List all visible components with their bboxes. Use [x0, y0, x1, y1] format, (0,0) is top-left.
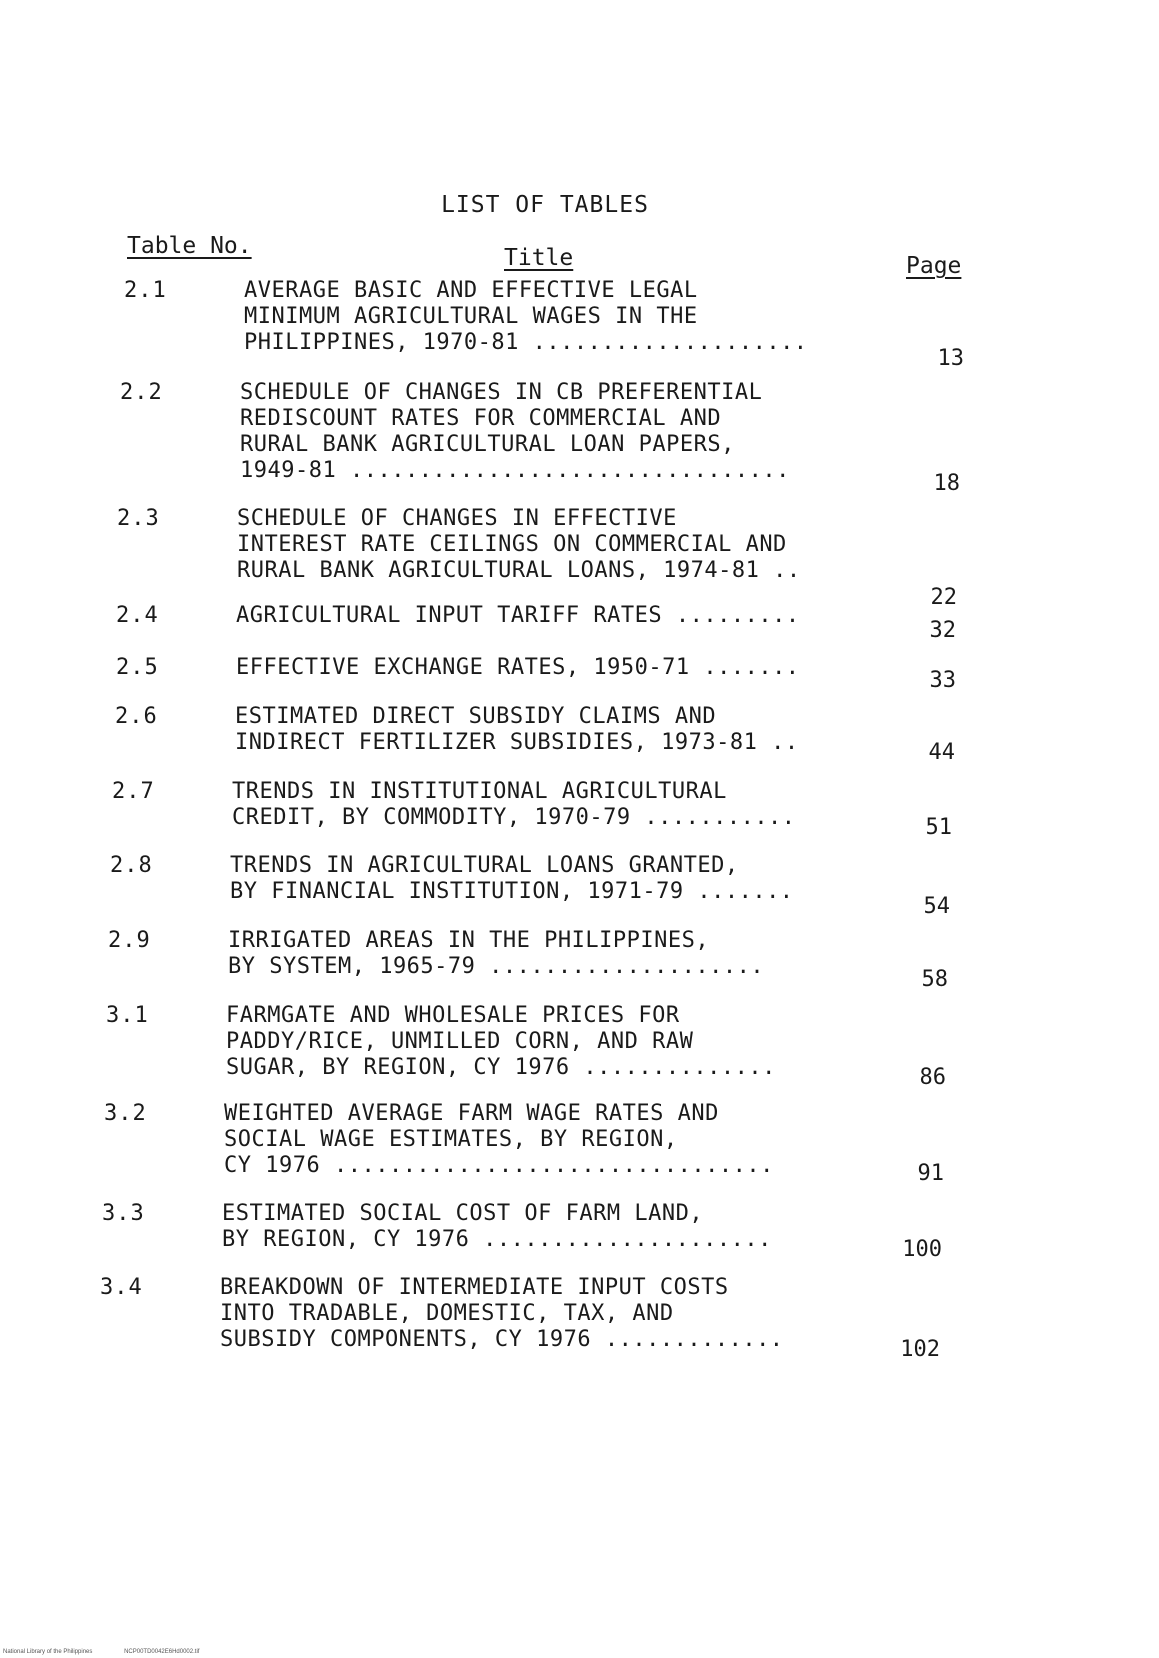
- table-title: [240, 380, 860, 484]
- page-number: 91: [917, 1161, 944, 1186]
- title-line-text: INTO TRADABLE, DOMESTIC, TAX, AND: [220, 1301, 674, 1326]
- page-number: 44: [928, 740, 955, 765]
- table-title: [244, 278, 864, 356]
- title-line-text: ESTIMATED DIRECT SUBSIDY CLAIMS AND: [235, 704, 717, 729]
- leader-dots: ...........: [630, 805, 796, 830]
- table-number: 2.1: [124, 278, 167, 303]
- library-credit: National Library of the Philippines: [3, 1649, 93, 1655]
- leader-dots: ..............: [569, 1055, 776, 1080]
- title-line-text: BY REGION, CY 1976: [222, 1227, 470, 1252]
- title-line: [235, 730, 855, 756]
- title-line: [228, 954, 848, 980]
- title-line: [228, 928, 848, 954]
- title-line-text: TRENDS IN AGRICULTURAL LOANS GRANTED,: [230, 853, 739, 878]
- title-line: [230, 853, 850, 879]
- title-line-text: AGRICULTURAL INPUT TARIFF RATES: [236, 603, 663, 628]
- leader-dots: ................................: [320, 1153, 774, 1178]
- title-line-text: ESTIMATED SOCIAL COST OF FARM LAND,: [222, 1201, 704, 1226]
- table-title: [226, 1003, 846, 1081]
- table-title: [222, 1201, 842, 1253]
- file-id: NCP00TD0042E6Hd0002.tif: [124, 1649, 200, 1655]
- leader-dots: .......: [683, 879, 794, 904]
- title-line: [232, 779, 852, 805]
- title-line-text: 1949-81: [240, 458, 337, 483]
- page-number: 18: [933, 471, 960, 496]
- page-number: 22: [930, 585, 957, 610]
- leader-dots: ....................: [518, 330, 808, 355]
- page-number: 51: [925, 815, 952, 840]
- title-line-text: AVERAGE BASIC AND EFFECTIVE LEGAL: [244, 278, 698, 303]
- title-line-text: IRRIGATED AREAS IN THE PHILIPPINES,: [228, 928, 710, 953]
- title-line: [237, 532, 857, 558]
- title-line-text: SUGAR, BY REGION, CY 1976: [226, 1055, 570, 1080]
- title-line: [230, 879, 850, 905]
- table-number: 3.3: [102, 1201, 145, 1226]
- title-line: [240, 406, 860, 432]
- title-line-text: SUBSIDY COMPONENTS, CY 1976: [220, 1327, 592, 1352]
- table-title: [220, 1275, 840, 1353]
- page-number: 33: [929, 668, 956, 693]
- title-line-text: BY FINANCIAL INSTITUTION, 1971-79: [230, 879, 684, 904]
- leader-dots: .............: [591, 1327, 784, 1352]
- table-number: 3.4: [100, 1275, 143, 1300]
- table-number: 2.2: [120, 380, 163, 405]
- title-line-text: BREAKDOWN OF INTERMEDIATE INPUT COSTS: [220, 1275, 729, 1300]
- title-line: [240, 380, 860, 406]
- table-number: 2.4: [116, 603, 159, 628]
- page-number: 86: [919, 1065, 946, 1090]
- title-line: [244, 330, 864, 356]
- leader-dots: ................................: [336, 458, 790, 483]
- table-title: [237, 506, 857, 584]
- title-line: [236, 603, 856, 629]
- table-title: [232, 779, 852, 831]
- title-line: [222, 1227, 842, 1253]
- title-line: [240, 432, 860, 458]
- page-number: 32: [929, 618, 956, 643]
- title-line-text: FARMGATE AND WHOLESALE PRICES FOR: [226, 1003, 680, 1028]
- table-title: [235, 704, 855, 756]
- title-line-text: PHILIPPINES, 1970-81: [244, 330, 519, 355]
- page-number: 58: [921, 967, 948, 992]
- column-header-table-no: Table No.: [127, 233, 252, 259]
- title-line-text: RURAL BANK AGRICULTURAL LOANS, 1974-81: [237, 558, 760, 583]
- title-line-text: REDISCOUNT RATES FOR COMMERCIAL AND: [240, 406, 722, 431]
- title-line-text: MINIMUM AGRICULTURAL WAGES IN THE: [244, 304, 698, 329]
- leader-dots: .....................: [469, 1227, 772, 1252]
- page-number: 102: [900, 1337, 940, 1362]
- title-line-text: TRENDS IN INSTITUTIONAL AGRICULTURAL: [232, 779, 727, 804]
- page-number: 13: [937, 346, 964, 371]
- title-line: [224, 1101, 844, 1127]
- leader-dots: ..: [757, 730, 799, 755]
- table-number: 2.8: [110, 853, 153, 878]
- page-number: 54: [923, 894, 950, 919]
- table-number: 2.7: [112, 779, 155, 804]
- leader-dots: ..: [759, 558, 801, 583]
- title-line: [236, 655, 856, 681]
- leader-dots: ....................: [475, 954, 765, 979]
- title-line: [232, 805, 852, 831]
- title-line-text: SOCIAL WAGE ESTIMATES, BY REGION,: [224, 1127, 678, 1152]
- title-line: [237, 558, 857, 584]
- title-line-text: CY 1976: [224, 1153, 321, 1178]
- title-line-text: RURAL BANK AGRICULTURAL LOAN PAPERS,: [240, 432, 735, 457]
- title-line: [244, 304, 864, 330]
- title-line: [226, 1055, 846, 1081]
- title-line-text: PADDY/RICE, UNMILLED CORN, AND RAW: [226, 1029, 694, 1054]
- title-line-text: INDIRECT FERTILIZER SUBSIDIES, 1973-81: [235, 730, 758, 755]
- title-line: [224, 1127, 844, 1153]
- leader-dots: .........: [662, 603, 800, 628]
- title-line-text: CREDIT, BY COMMODITY, 1970-79: [232, 805, 631, 830]
- table-title: [230, 853, 850, 905]
- table-number: 2.9: [108, 928, 151, 953]
- title-line: [244, 278, 864, 304]
- table-title: [228, 928, 848, 980]
- title-line-text: WEIGHTED AVERAGE FARM WAGE RATES AND: [224, 1101, 719, 1126]
- table-number: 2.3: [117, 506, 160, 531]
- title-line: [220, 1275, 840, 1301]
- table-number: 3.2: [104, 1101, 147, 1126]
- title-line-text: BY SYSTEM, 1965-79: [228, 954, 476, 979]
- table-number: 3.1: [106, 1003, 149, 1028]
- title-line: [226, 1029, 846, 1055]
- scan-footer: [3, 1649, 229, 1655]
- title-line: [220, 1301, 840, 1327]
- title-line: [220, 1327, 840, 1353]
- table-number: 2.6: [115, 704, 158, 729]
- title-line-text: EFFECTIVE EXCHANGE RATES, 1950-71: [236, 655, 690, 680]
- page-number: 100: [902, 1237, 942, 1262]
- title-line-text: INTEREST RATE CEILINGS ON COMMERCIAL AND: [237, 532, 787, 557]
- title-line: [240, 458, 860, 484]
- title-line: [226, 1003, 846, 1029]
- table-title: [224, 1101, 844, 1179]
- title-line: [222, 1201, 842, 1227]
- title-line: [235, 704, 855, 730]
- table-title: [236, 603, 856, 629]
- table-number: 2.5: [116, 655, 159, 680]
- title-line-text: SCHEDULE OF CHANGES IN CB PREFERENTIAL: [240, 380, 763, 405]
- column-header-page: Page: [906, 253, 962, 279]
- column-header-title: Title: [504, 245, 574, 271]
- leader-dots: .......: [689, 655, 800, 680]
- title-line: [224, 1153, 844, 1179]
- page-title: LIST OF TABLES: [441, 192, 649, 218]
- title-line-text: SCHEDULE OF CHANGES IN EFFECTIVE: [237, 506, 677, 531]
- table-title: [236, 655, 856, 681]
- title-line: [237, 506, 857, 532]
